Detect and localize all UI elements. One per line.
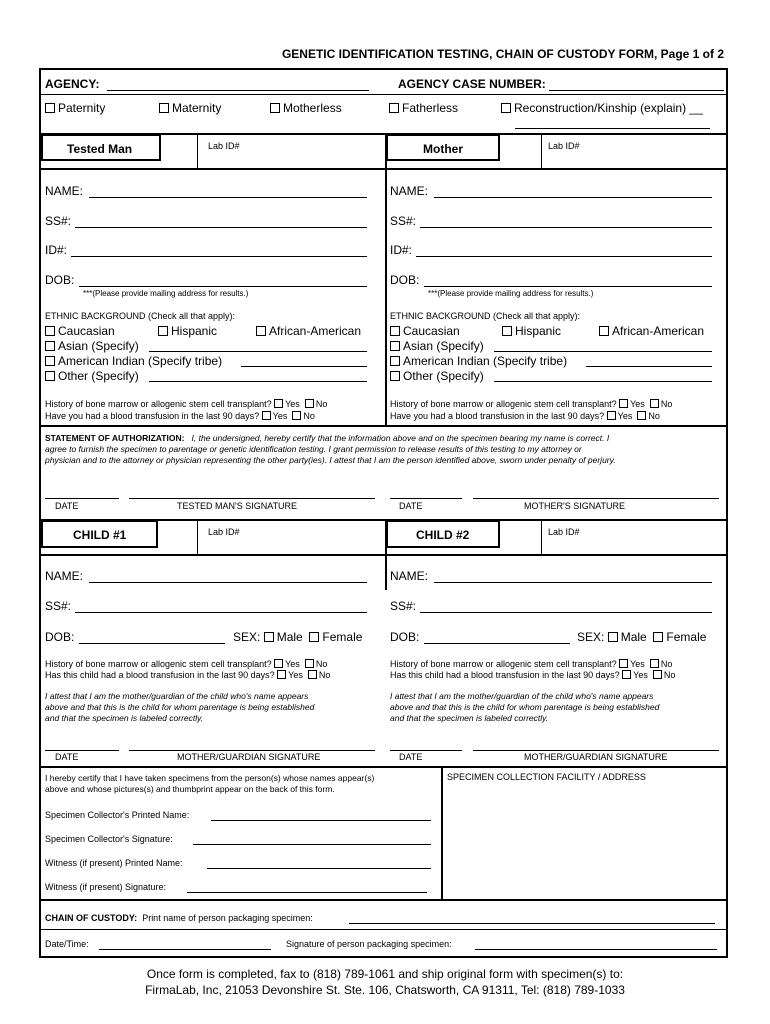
child1-header: CHILD #1 bbox=[41, 520, 158, 548]
child1-date-field[interactable] bbox=[45, 750, 119, 751]
child1-marrow-question: History of bone marrow or allogenic stem cell transplant? Yes No bbox=[45, 659, 328, 669]
mother-dob-field[interactable] bbox=[424, 286, 712, 287]
checkbox-icon[interactable] bbox=[501, 103, 511, 113]
collector-signature-label: Specimen Collector's Signature: bbox=[45, 834, 173, 844]
checkbox-icon[interactable] bbox=[390, 341, 400, 351]
footer-address: FirmaLab, Inc, 21053 Devonshire St. Ste. 106, Chatsworth, CA 91311, Tel: (818) 789-1033 bbox=[145, 983, 625, 997]
child2-sex: SEX: Male Female bbox=[577, 630, 707, 644]
checkbox-icon[interactable] bbox=[622, 670, 631, 679]
mother-other-field[interactable] bbox=[494, 381, 712, 382]
child1-guardian-signature-label: MOTHER/GUARDIAN SIGNATURE bbox=[177, 752, 321, 762]
child2-marrow-question: History of bone marrow or allogenic stem cell transplant? Yes No bbox=[390, 659, 673, 669]
child1-date-label: DATE bbox=[55, 752, 79, 762]
mother-name-field[interactable] bbox=[434, 197, 712, 198]
mother-header: Mother bbox=[386, 134, 500, 161]
mother-ethnic-label: ETHNIC BACKGROUND (Check all that apply): bbox=[390, 311, 581, 321]
witness-signature-field[interactable] bbox=[187, 892, 427, 893]
child1-lab-id-label: Lab ID# bbox=[208, 527, 240, 537]
mother-ss-label: SS#: bbox=[390, 214, 417, 228]
man-id-field[interactable] bbox=[71, 256, 367, 257]
man-lab-id-label: Lab ID# bbox=[208, 141, 240, 151]
man-date-label: DATE bbox=[55, 501, 79, 511]
checkbox-icon[interactable] bbox=[264, 632, 274, 642]
explain-field[interactable] bbox=[515, 128, 710, 129]
checkbox-icon[interactable] bbox=[270, 103, 280, 113]
child1-dob-label: DOB: bbox=[45, 630, 75, 644]
checkbox-icon[interactable] bbox=[262, 411, 271, 420]
checkbox-icon[interactable] bbox=[607, 411, 616, 420]
case-type-motherless[interactable]: Motherless bbox=[270, 102, 342, 114]
case-type-paternity[interactable]: Paternity bbox=[45, 102, 105, 114]
mother-caucasian[interactable]: Caucasian bbox=[390, 325, 460, 337]
agency-case-field[interactable] bbox=[549, 90, 724, 91]
checkbox-icon[interactable] bbox=[45, 103, 55, 113]
checkbox-icon[interactable] bbox=[619, 659, 628, 668]
child2-guardian-signature-label: MOTHER/GUARDIAN SIGNATURE bbox=[524, 752, 668, 762]
child2-date-field[interactable] bbox=[390, 750, 462, 751]
facility-field[interactable] bbox=[443, 786, 724, 898]
child2-lab-id-label: Lab ID# bbox=[548, 527, 580, 537]
checkbox-icon[interactable] bbox=[256, 326, 266, 336]
mother-tribe-field[interactable] bbox=[586, 366, 712, 367]
divider bbox=[41, 94, 726, 95]
child2-transfusion-question: Has this child had a blood transfusion in the last 90 days? Yes No bbox=[390, 670, 676, 680]
witness-name-label: Witness (if present) Printed Name: bbox=[45, 858, 183, 868]
checkbox-icon[interactable] bbox=[619, 399, 628, 408]
man-american-indian[interactable]: American Indian (Specify tribe) bbox=[45, 355, 222, 367]
man-date-field[interactable] bbox=[45, 498, 119, 499]
agency-field[interactable] bbox=[107, 90, 369, 91]
mother-transfusion-question: Have you had a blood transfusion in the last 90 days? Yes No bbox=[390, 411, 660, 421]
child1-guardian-signature-field[interactable] bbox=[129, 750, 375, 751]
checkbox-icon[interactable] bbox=[502, 326, 512, 336]
child2-dob-label: DOB: bbox=[390, 630, 420, 644]
authorization-section bbox=[41, 427, 726, 521]
man-marrow-question: History of bone marrow or allogenic stem cell transplant? Yes No bbox=[45, 399, 328, 409]
mother-signature-label: MOTHER'S SIGNATURE bbox=[524, 501, 626, 511]
custody-form bbox=[39, 68, 728, 958]
checkbox-icon[interactable] bbox=[305, 659, 314, 668]
child1-attestation: I attest that I am the mother/guardian of the child who's name appears above and that this is the child for whom parentage is being established and that the specimen is labeled correctly. bbox=[45, 691, 315, 723]
custody-print-name-field[interactable] bbox=[349, 923, 715, 924]
collector-signature-field[interactable] bbox=[193, 844, 431, 845]
mother-hispanic[interactable]: Hispanic bbox=[502, 325, 561, 337]
collector-name-field[interactable] bbox=[211, 820, 431, 821]
mother-mail-note: ***(Please provide mailing address for results.) bbox=[428, 289, 594, 298]
child1-name-field[interactable] bbox=[89, 582, 367, 583]
authorization-line-2: agree to furnish the specimen to parentage or genetic identification testing. I grant permission to release results of this testing to my attorney or bbox=[45, 444, 582, 454]
child2-guardian-signature-field[interactable] bbox=[473, 750, 719, 751]
mother-american-indian[interactable]: American Indian (Specify tribe) bbox=[390, 355, 567, 367]
child2-name-label: NAME: bbox=[390, 569, 429, 583]
custody-signature-field[interactable] bbox=[475, 949, 717, 950]
checkbox-icon[interactable] bbox=[390, 356, 400, 366]
custody-datetime-field[interactable] bbox=[99, 949, 271, 950]
checkbox-icon[interactable] bbox=[389, 103, 399, 113]
mother-date-label: DATE bbox=[399, 501, 423, 511]
mother-dob-label: DOB: bbox=[390, 273, 420, 287]
man-caucasian[interactable]: Caucasian bbox=[45, 325, 115, 337]
authorization-line-1: STATEMENT OF AUTHORIZATION: I, the undersigned, hereby certify that the information above and on the specimen bearing my name is correct. I bbox=[45, 433, 610, 443]
child2-date-label: DATE bbox=[399, 752, 423, 762]
checkbox-icon[interactable] bbox=[608, 632, 618, 642]
man-signature-label: TESTED MAN'S SIGNATURE bbox=[177, 501, 298, 511]
mother-ss-field[interactable] bbox=[420, 227, 712, 228]
form-title: GENETIC IDENTIFICATION TESTING, CHAIN OF CUSTODY FORM, Page 1 of 2 bbox=[281, 47, 724, 61]
man-asian-field[interactable] bbox=[149, 351, 367, 352]
checkbox-icon[interactable] bbox=[274, 659, 283, 668]
collector-certification: I hereby certify that I have taken specimens from the person(s) whose names appear(s) above and whose pictures(s) and thumbprint appear on the back of this form. bbox=[45, 773, 375, 794]
case-type-fatherless[interactable]: Fatherless bbox=[389, 102, 458, 114]
man-hispanic[interactable]: Hispanic bbox=[158, 325, 217, 337]
checkbox-icon[interactable] bbox=[292, 411, 301, 420]
mother-id-label: ID#: bbox=[390, 243, 413, 257]
man-dob-field[interactable] bbox=[79, 286, 367, 287]
mother-lab-id-label: Lab ID# bbox=[548, 141, 580, 151]
man-asian[interactable]: Asian (Specify) bbox=[45, 340, 139, 352]
man-signature-field[interactable] bbox=[129, 498, 375, 499]
facility-label: SPECIMEN COLLECTION FACILITY / ADDRESS bbox=[447, 772, 646, 782]
checkbox-icon[interactable] bbox=[45, 356, 55, 366]
man-dob-label: DOB: bbox=[45, 273, 75, 287]
checkbox-icon[interactable] bbox=[45, 326, 55, 336]
mother-marrow-question: History of bone marrow or allogenic stem cell transplant? Yes No bbox=[390, 399, 673, 409]
checkbox-icon[interactable] bbox=[390, 326, 400, 336]
checkbox-icon[interactable] bbox=[308, 670, 317, 679]
authorization-line-3: physician and to the attorney or physician representing the other party(ies). I attest that I am the person identified above, sworn under penalty of perjury. bbox=[45, 455, 616, 465]
witness-signature-label: Witness (if present) Signature: bbox=[45, 882, 167, 892]
checkbox-icon[interactable] bbox=[45, 371, 55, 381]
checkbox-icon[interactable] bbox=[650, 399, 659, 408]
mother-asian[interactable]: Asian (Specify) bbox=[390, 340, 484, 352]
man-mail-note: ***(Please provide mailing address for results.) bbox=[83, 289, 249, 298]
custody-signature-label: Signature of person packaging specimen: bbox=[286, 939, 452, 949]
checkbox-icon[interactable] bbox=[309, 632, 319, 642]
man-ss-field[interactable] bbox=[75, 227, 367, 228]
child1-transfusion-question: Has this child had a blood transfusion in the last 90 days? Yes No bbox=[45, 670, 331, 680]
man-name-field[interactable] bbox=[89, 197, 367, 198]
checkbox-icon[interactable] bbox=[277, 670, 286, 679]
checkbox-icon[interactable] bbox=[390, 371, 400, 381]
checkbox-icon[interactable] bbox=[637, 411, 646, 420]
checkbox-icon[interactable] bbox=[159, 103, 169, 113]
custody-print-name: CHAIN OF CUSTODY: Print name of person packaging specimen: bbox=[45, 913, 313, 923]
child1-sex: SEX: Male Female bbox=[233, 630, 363, 644]
child2-name-field[interactable] bbox=[434, 582, 712, 583]
checkbox-icon[interactable] bbox=[158, 326, 168, 336]
man-transfusion-question: Have you had a blood transfusion in the last 90 days? Yes No bbox=[45, 411, 315, 421]
man-name-label: NAME: bbox=[45, 184, 84, 198]
child2-ss-label: SS#: bbox=[390, 599, 417, 613]
child2-header: CHILD #2 bbox=[386, 520, 500, 548]
checkbox-icon[interactable] bbox=[653, 632, 663, 642]
mother-signature-field[interactable] bbox=[473, 498, 719, 499]
checkbox-icon[interactable] bbox=[650, 659, 659, 668]
checkbox-icon[interactable] bbox=[45, 341, 55, 351]
checkbox-icon[interactable] bbox=[274, 399, 283, 408]
man-ethnic-label: ETHNIC BACKGROUND (Check all that apply): bbox=[45, 311, 236, 321]
man-african-american[interactable]: African-American bbox=[256, 325, 361, 337]
man-tribe-field[interactable] bbox=[241, 366, 367, 367]
mother-other[interactable]: Other (Specify) bbox=[390, 370, 484, 382]
child2-attestation: I attest that I am the mother/guardian of the child who's name appears above and that this is the child for whom parentage is being established and that the specimen is labeled correctly. bbox=[390, 691, 660, 723]
checkbox-icon[interactable] bbox=[653, 670, 662, 679]
mother-id-field[interactable] bbox=[416, 256, 712, 257]
tested-man-header: Tested Man bbox=[41, 134, 161, 161]
child2-dob-field[interactable] bbox=[424, 643, 570, 644]
child2-ss-field[interactable] bbox=[420, 612, 712, 613]
witness-name-field[interactable] bbox=[207, 868, 431, 869]
child1-dob-field[interactable] bbox=[79, 643, 225, 644]
mother-asian-field[interactable] bbox=[494, 351, 712, 352]
mother-date-field[interactable] bbox=[390, 498, 462, 499]
mother-name-label: NAME: bbox=[390, 184, 429, 198]
child1-name-label: NAME: bbox=[45, 569, 84, 583]
checkbox-icon[interactable] bbox=[599, 326, 609, 336]
child1-ss-label: SS#: bbox=[45, 599, 72, 613]
custody-datetime-label: Date/Time: bbox=[45, 939, 89, 949]
agency-label: AGENCY: bbox=[45, 77, 100, 91]
mother-african-american[interactable]: African-American bbox=[599, 325, 704, 337]
agency-case-label: AGENCY CASE NUMBER: bbox=[398, 77, 546, 91]
man-other-field[interactable] bbox=[149, 381, 367, 382]
case-type-reconstruction[interactable]: Reconstruction/Kinship (explain) __ bbox=[501, 102, 703, 114]
man-other[interactable]: Other (Specify) bbox=[45, 370, 139, 382]
footer-instructions: Once form is completed, fax to (818) 789-1061 and ship original form with specimen(s) to: bbox=[146, 967, 624, 981]
man-ss-label: SS#: bbox=[45, 214, 72, 228]
case-type-maternity[interactable]: Maternity bbox=[159, 102, 221, 114]
checkbox-icon[interactable] bbox=[305, 399, 314, 408]
collector-name-label: Specimen Collector's Printed Name: bbox=[45, 810, 190, 820]
man-id-label: ID#: bbox=[45, 243, 68, 257]
child1-ss-field[interactable] bbox=[75, 612, 367, 613]
